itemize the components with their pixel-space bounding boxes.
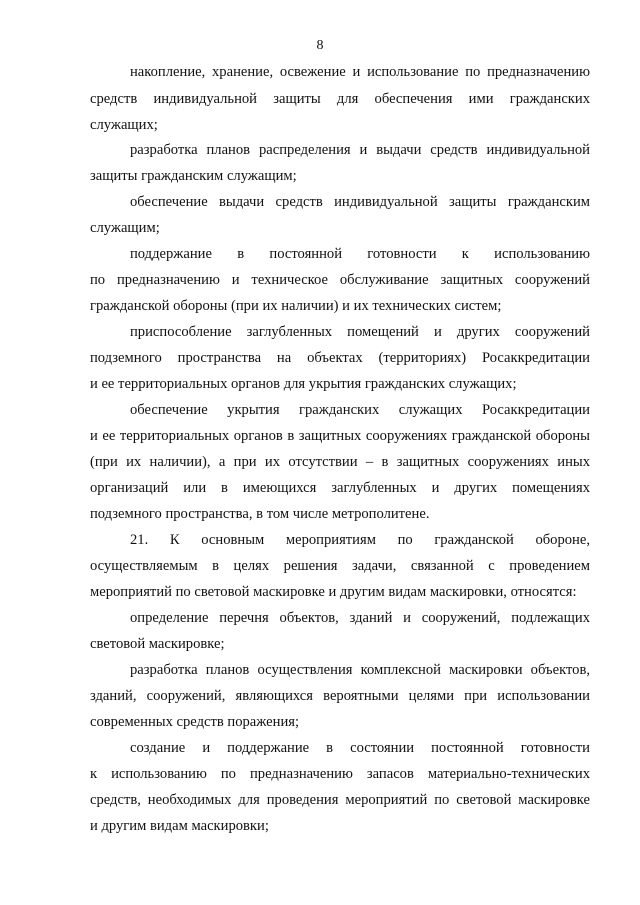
text-line: и ее территориальных органов в защитных сооружениях гражданской обороны <box>90 428 590 444</box>
text-line: 21. К основным мероприятиям по гражданской обороне, <box>130 532 590 548</box>
text-line: и ее территориальных органов для укрытия гражданских служащих; <box>90 376 517 392</box>
text-line: подземного пространства на объектах (территориях) Росаккредитации <box>90 350 590 366</box>
text-line: создание и поддержание в состоянии постоянной готовности <box>130 740 590 756</box>
text-line: осуществляемым в целях решения задачи, связанной с проведением <box>90 558 590 574</box>
text-line: служащих; <box>90 117 158 133</box>
text-line: мероприятий по световой маскировке и другим видам маскировки, относятся: <box>90 584 577 600</box>
text-line: гражданской обороны (при их наличии) и их технических систем; <box>90 298 502 314</box>
text-line: защиты гражданским служащим; <box>90 168 297 184</box>
page-number: 8 <box>316 38 324 53</box>
text-line: накопление, хранение, освежение и использование по предназначению <box>130 64 590 80</box>
text-line: средств индивидуальной защиты для обеспечения ими гражданских <box>90 91 590 107</box>
text-line: световой маскировке; <box>90 636 225 652</box>
text-line: современных средств поражения; <box>90 714 300 730</box>
text-line: определение перечня объектов, зданий и сооружений, подлежащих <box>130 610 590 626</box>
text-line: зданий, сооружений, являющихся вероятными целями при использовании <box>90 688 590 704</box>
text-line: и другим видам маскировки; <box>90 818 269 834</box>
text-line: разработка планов осуществления комплексной маскировки объектов, <box>130 662 590 678</box>
text-line: организаций или в имеющихся заглубленных и других помещениях <box>90 480 590 496</box>
text-line: приспособление заглубленных помещений и других сооружений <box>130 324 590 340</box>
text-line: поддержание в постоянной готовности к использованию <box>130 246 590 262</box>
text-line: по предназначению и техническое обслуживание защитных сооружений <box>90 272 590 288</box>
text-line: к использованию по предназначению запасов материально-технических <box>90 766 590 782</box>
text-line: разработка планов распределения и выдачи средств индивидуальной <box>130 142 590 158</box>
text-line: служащим; <box>90 220 160 236</box>
text-line: обеспечение выдачи средств индивидуальной защиты гражданским <box>130 194 590 210</box>
text-line: обеспечение укрытия гражданских служащих Росаккредитации <box>130 402 590 418</box>
text-line: средств, необходимых для проведения мероприятий по световой маскировке <box>90 792 590 808</box>
text-line: (при их наличии), а при их отсутствии – в защитных сооружениях иных <box>90 454 590 470</box>
text-line: подземного пространства, в том числе метрополитене. <box>90 506 430 522</box>
